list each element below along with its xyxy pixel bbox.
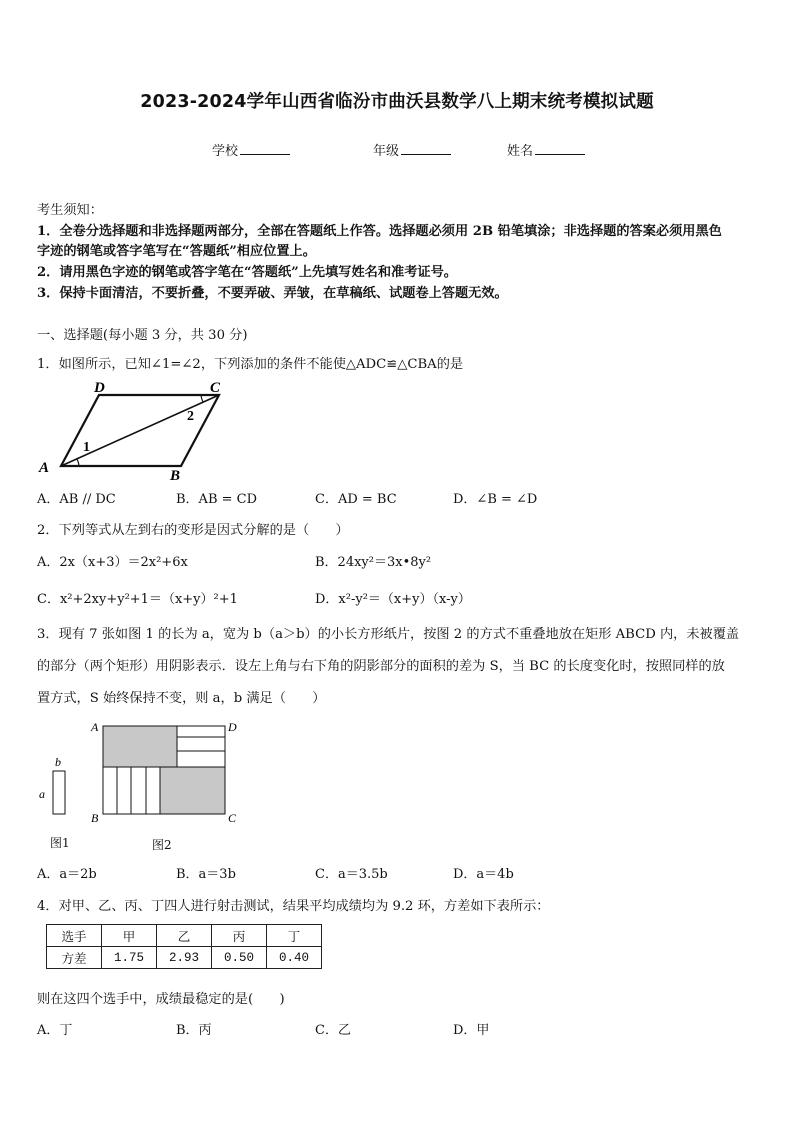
question-4-stem: 4．对甲、乙、丙、丁四人进行射击测试，结果平均成绩均为 9.2 环，方差如下表所示：	[37, 899, 550, 914]
q1-option-d[interactable]: D．∠B = ∠D	[453, 492, 538, 507]
q4-option-b[interactable]: B．丙	[176, 1023, 212, 1038]
q4-option-a[interactable]: A．丁	[37, 1023, 73, 1038]
table-cell: 0.40	[267, 947, 322, 969]
table-cell: 2.93	[157, 947, 212, 969]
page-title: 2023-2024学年山西省临汾市曲沃县数学八上期末统考模拟试题	[140, 92, 654, 112]
section-heading: 一、选择题(每小题 3 分，共 30 分)	[37, 328, 248, 343]
notice-item: 1．全卷分选择题和非选择题两部分，全部在答题纸上作答。选择题必须用 2B 铅笔填涂；非选择题的答案必须用黑色	[37, 224, 722, 239]
angle-label-1: 1	[83, 440, 90, 455]
table-header-cell: 选手	[47, 925, 102, 947]
q1-option-a[interactable]: A．AB // DC	[37, 492, 116, 507]
fig2-label-A: A	[91, 720, 99, 734]
figure-2-caption: 图2	[152, 838, 172, 852]
grade-field	[373, 140, 451, 159]
table-row	[47, 947, 322, 969]
q2-option-a[interactable]: A．2x（x+3）＝2x²+6x	[37, 555, 188, 570]
question-4-prompt: 则在这四个选手中，成绩最稳定的是( )	[37, 992, 285, 1007]
name-label: 姓名	[507, 144, 534, 159]
q3-option-b[interactable]: B．a＝3b	[176, 867, 236, 882]
fig2-label-B: B	[91, 811, 99, 825]
angle-label-2: 2	[187, 409, 194, 424]
q3-option-a[interactable]: A．a＝2b	[37, 867, 97, 882]
vertex-label-D: D	[94, 380, 105, 396]
notice-item: 字迹的钢笔或答字笔写在“答题纸”相应位置上。	[37, 244, 316, 259]
q3-option-c[interactable]: C．a＝3.5b	[315, 867, 388, 882]
question-3-line: 的部分（两个矩形）用阴影表示．设左上角与右下角的阴影部分的面积的差为 S，当 BC 的长度变化时，按照同样的放	[37, 659, 725, 674]
question-3-line: 置方式，S 始终保持不变，则 a，b 满足（ ）	[37, 691, 326, 706]
q2-option-d[interactable]: D．x²-y²＝（x+y）（x-y）	[315, 592, 471, 607]
table-header-cell: 丙	[212, 925, 267, 947]
vertex-label-C: C	[210, 380, 221, 396]
q4-option-c[interactable]: C．乙	[315, 1023, 351, 1038]
q2-option-c[interactable]: C．x²+2xy+y²+1＝（x+y）²+1	[37, 592, 238, 607]
q4-option-d[interactable]: D．甲	[453, 1023, 490, 1038]
table-header-row	[47, 925, 322, 947]
vertex-label-B: B	[170, 468, 181, 484]
question-3-line: 3．现有 7 张如图 1 的长为 a，宽为 b（a＞b）的小长方形纸片，按图 2 的方式不重叠地放在矩形 ABCD 内，未被覆盖	[37, 627, 740, 642]
question-2-stem: 2．下列等式从左到右的变形是因式分解的是（ ）	[37, 523, 349, 538]
q2-option-b[interactable]: B．24xy²＝3x•8y²	[315, 555, 432, 570]
question-1-stem: 1．如图所示，已知∠1=∠2，下列添加的条件不能使△ADC≌△CBA的是	[37, 357, 464, 372]
name-field	[507, 140, 585, 159]
notice-item: 2．请用黑色字迹的钢笔或答字笔在“答题纸”上先填写姓名和准考证号。	[37, 265, 457, 280]
fig1-label-a: a	[39, 787, 45, 801]
fig2-label-D: D	[228, 720, 237, 734]
school-label: 学校	[212, 144, 239, 159]
figure-1-caption: 图1	[50, 836, 70, 850]
fig2-label-C: C	[228, 811, 237, 825]
q3-option-d[interactable]: D．a＝4b	[453, 867, 514, 882]
q1-option-c[interactable]: C．AD = BC	[315, 492, 397, 507]
variance-table	[46, 924, 322, 969]
table-cell: 方差	[47, 947, 102, 969]
vertex-label-A: A	[39, 460, 50, 476]
q1-option-b[interactable]: B．AB = CD	[176, 492, 258, 507]
grade-label: 年级	[373, 144, 400, 159]
table-header-cell: 乙	[157, 925, 212, 947]
table-header-cell: 丁	[267, 925, 322, 947]
school-field	[212, 140, 290, 159]
table-header-cell: 甲	[102, 925, 157, 947]
notice-heading: 考生须知：	[37, 203, 103, 218]
table-cell: 0.50	[212, 947, 267, 969]
notice-item: 3．保持卡面清洁，不要折叠，不要弄破、弄皱，在草稿纸、试题卷上答题无效。	[37, 286, 508, 301]
table-cell: 1.75	[102, 947, 157, 969]
parallelogram-figure	[36, 376, 236, 484]
fig1-label-b: b	[55, 755, 61, 769]
